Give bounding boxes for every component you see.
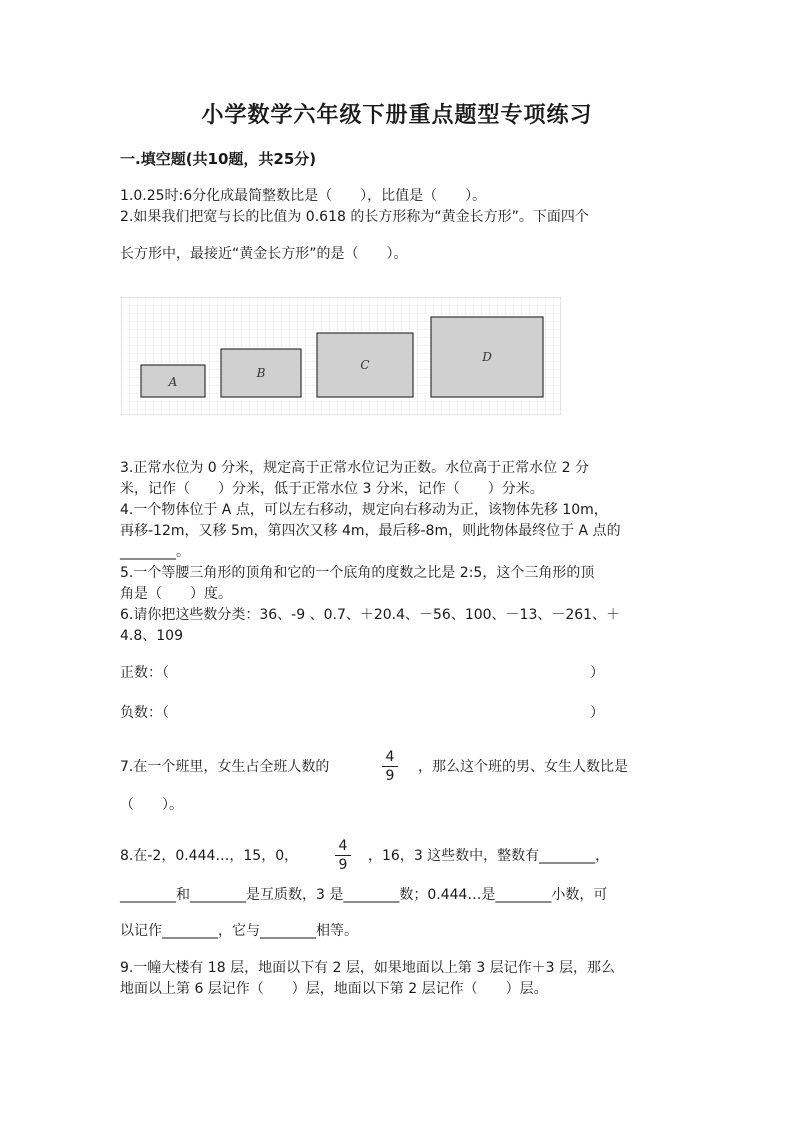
question-8-line-2: ________和________是互质数，3 是________数；0.444…是________小数，可 bbox=[120, 887, 608, 903]
fraction-bar bbox=[335, 855, 351, 856]
question-7-line-2: （ ）。 bbox=[120, 797, 183, 813]
question-7-part-2: ，那么这个班的男、女生人数比是 bbox=[418, 759, 628, 775]
question-6-line-1: 6.请你把这些数分类：36、-9 、0.7、＋20.4、－56、100、－13、－261、＋ bbox=[120, 607, 621, 623]
fraction-denominator: 9 bbox=[338, 857, 348, 873]
fraction-four-ninths-q8 bbox=[333, 838, 353, 873]
question-9-line-2: 地面以上第 6 层记作（ ）层，地面以下第 2 层记作（ ）层。 bbox=[120, 981, 548, 997]
rectangle-a-label: A bbox=[168, 375, 178, 389]
fraction-four-ninths-q7 bbox=[380, 749, 400, 784]
rectangle-d-label: D bbox=[482, 350, 492, 364]
question-4-line-1: 4.一个物体位于 A 点，可以左右移动，规定向右移动为正，该物体先移 10m， bbox=[120, 502, 608, 518]
section-heading: 一.填空题(共10题，共25分) bbox=[120, 150, 317, 168]
rectangles-figure bbox=[121, 297, 561, 415]
fraction-numerator: 4 bbox=[338, 838, 348, 854]
positive-numbers-label: 正数：（ bbox=[120, 665, 169, 681]
question-1: 1.0.25时:6分化成最简整数比是（ ），比值是（ ）。 bbox=[120, 188, 487, 204]
question-2-line-1: 2.如果我们把宽与长的比值为 0.618 的长方形称为“黄金长方形”。下面四个 bbox=[120, 209, 589, 225]
question-4-line-3: ________。 bbox=[120, 544, 190, 560]
question-8-part-2: ，16，3 这些数中，整数有________， bbox=[368, 848, 610, 864]
fraction-bar bbox=[382, 766, 398, 767]
question-5-line-1: 5.一个等腰三角形的顶角和它的一个底角的度数之比是 2:5，这个三角形的顶 bbox=[120, 565, 595, 581]
question-2-line-2: 长方形中，最接近“黄金长方形”的是（ ）。 bbox=[120, 246, 408, 262]
negative-numbers-label: 负数：（ bbox=[120, 705, 169, 721]
fraction-numerator: 4 bbox=[385, 749, 395, 765]
rectangle-b-label: B bbox=[256, 366, 266, 380]
question-6-line-2: 4.8、109 bbox=[120, 628, 183, 644]
question-3-line-1: 3.正常水位为 0 分米，规定高于正常水位记为正数。水位高于正常水位 2 分 bbox=[120, 460, 589, 476]
page-title: 小学数学六年级下册重点题型专项练习 bbox=[201, 102, 593, 128]
rectangle-c-label: C bbox=[360, 358, 370, 372]
positive-numbers-close: ） bbox=[590, 665, 604, 681]
question-3-line-2: 米，记作（ ）分米，低于正常水位 3 分米，记作（ ）分米。 bbox=[120, 481, 544, 497]
question-8-part-1: 8.在-2，0.444…，15，0， bbox=[120, 848, 299, 864]
fraction-denominator: 9 bbox=[385, 768, 395, 784]
question-8-line-3: 以记作________，它与________相等。 bbox=[120, 923, 358, 939]
negative-numbers-close: ） bbox=[590, 705, 604, 721]
question-5-line-2: 角是（ ）度。 bbox=[120, 586, 232, 602]
question-7-part-1: 7.在一个班里，女生占全班人数的 bbox=[120, 759, 330, 775]
question-9-line-1: 9.一幢大楼有 18 层，地面以下有 2 层，如果地面以上第 3 层记作＋3 层，那么 bbox=[120, 960, 616, 976]
question-4-line-2: 再移-12m，又移 5m，第四次又移 4m，最后移-8m，则此物体最终位于 A 点的 bbox=[120, 523, 621, 539]
